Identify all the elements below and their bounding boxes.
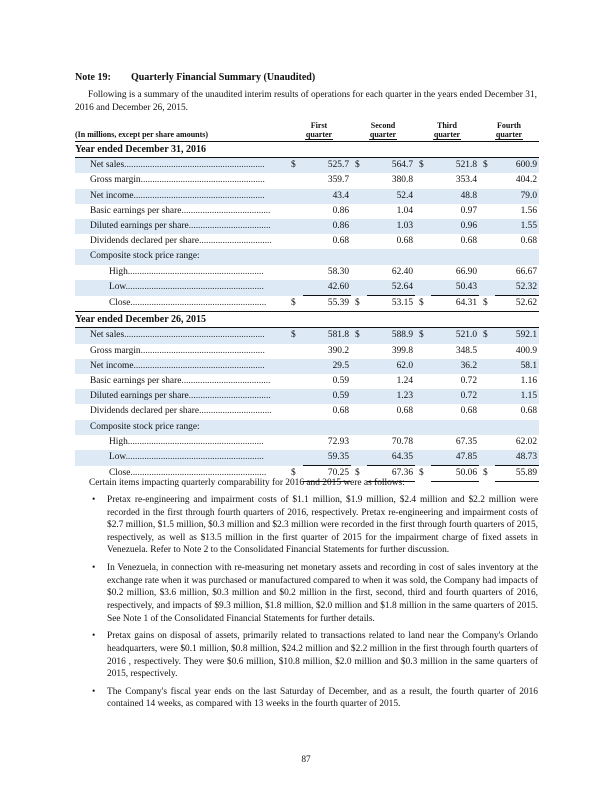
cell-value: 353.4 [455,175,477,186]
note-heading [75,72,315,83]
cell-value: 48.8 [431,189,479,204]
currency-symbol [351,234,367,249]
bullet-mark: • [92,495,96,505]
row-label-text: High [109,436,128,447]
row-label [75,435,287,450]
row-label [75,404,287,419]
row-label-text: Diluted earnings per share [90,221,189,232]
leader-dots: ............................................................ [124,330,265,341]
currency-symbol [479,189,495,204]
cell-value [431,420,479,435]
row-label [75,189,287,204]
bullet-list [92,494,538,716]
currency-symbol [479,435,495,450]
cell-value: 521.0 [431,328,479,344]
currency-symbol [351,280,367,296]
currency-symbol [351,173,367,188]
currency-symbol [287,389,303,404]
row-label [75,328,287,344]
table-row [75,435,539,450]
cell-value: 52.32 [495,280,539,296]
cell-value: 64.35 [367,450,415,466]
quarter-header [479,119,539,142]
currency-symbol [479,404,495,419]
quarter-header [351,119,415,142]
table-row [75,204,539,219]
bullet-text: In Venezuela, in connection with re-measuring net monetary assets and recording in cost of sales inventory at the exchange rate when it was purchased or manufactured compared to when it was sold, the Company had impacts of $0.2 million, $3.6 million, $0.3 million and $0.2 million in the first, second, third and fourth quarters of 2016, respectively, and impacts of $9.3 million, $1.8 million, $2.0 million and $1.8 million in the same quarters of 2015. See Note 1 of the Consolidated Financial Statements for further details. [107,563,538,624]
bullet-mark: • [92,563,96,574]
table-row [75,344,539,359]
currency-symbol [479,234,495,249]
cell-value: 1.03 [367,219,415,234]
cell-value: 581.8 [303,328,351,344]
cell-value: 52.62 [495,296,539,312]
currency-symbol [479,389,495,404]
cell-value [495,420,539,435]
row-label-text: Low [109,282,126,293]
currency-symbol [479,450,495,466]
cell-value: 0.68 [460,236,477,247]
currency-symbol [287,344,303,359]
cell-value: 50.43 [431,280,479,296]
quarter-header-text [433,130,461,140]
table-row [75,420,539,435]
cell-value: 62.02 [515,436,537,447]
cell-value: 1.04 [396,205,413,216]
leader-dots: ........................................................ [133,190,265,201]
currency-symbol [287,435,303,450]
section-header-row [75,142,539,158]
certain-items-intro: Certain items impacting quarterly comparability for 2016 and 2015 were as follows: [89,478,405,488]
currency-symbol [479,265,495,280]
row-label-text: Low [109,452,126,463]
quarter-header-line2: quarter [369,130,397,140]
page-number: 87 [301,755,311,765]
cell-value: 0.68 [520,236,537,247]
currency-symbol: $ [287,158,303,174]
note-number: Note 19: [75,72,111,83]
leader-dots: .......................................................... [130,468,267,479]
cell-value: 62.40 [391,266,413,277]
currency-symbol [351,450,367,466]
table-row [75,374,539,389]
row-label-text: Net income [90,190,134,201]
cell-value: 47.85 [431,450,479,466]
quarter-header-text [305,130,333,140]
cell-value [495,249,539,264]
row-label [75,389,287,404]
row-label-text: Net sales [90,160,125,171]
cell-value: 1.24 [396,376,413,387]
leader-dots: ............................................................ [124,160,265,171]
table-row [75,404,539,419]
row-label-text: Composite stock price range: [90,421,200,432]
currency-symbol [415,404,431,419]
cell-value: 0.72 [431,389,479,404]
bullet-item [92,494,538,557]
leader-dots: ..................................................... [140,345,265,356]
cell-value: 43.4 [303,189,351,204]
row-label [75,374,287,389]
currency-symbol [351,435,367,450]
row-label [75,158,287,174]
row-label-text: Close [109,297,131,308]
currency-symbol [287,359,303,374]
currency-symbol [287,404,303,419]
table-row [75,450,539,466]
currency-symbol [415,435,431,450]
cell-value: 390.2 [327,345,349,356]
cell-value: 62.0 [367,359,415,374]
cell-value: 0.96 [431,219,479,234]
currency-symbol [479,359,495,374]
cell-value: 70.78 [391,436,413,447]
currency-symbol [351,420,367,435]
currency-symbol [415,450,431,466]
cell-value: 399.8 [391,345,413,356]
quarter-header-line1: First [310,120,328,130]
currency-symbol [479,420,495,435]
table-row [75,265,539,280]
cell-value: 72.93 [327,436,349,447]
row-label [75,450,287,466]
row-label-text: Dividends declared per share [90,406,200,417]
cell-value: 1.55 [495,219,539,234]
cell-value: 0.68 [460,406,477,417]
row-label [75,296,287,312]
quarter-header-line1: Second [370,120,396,130]
cell-value: 53.15 [367,296,415,312]
currency-symbol [287,189,303,204]
table-row [75,189,539,204]
note-title: Quarterly Financial Summary (Unaudited) [131,72,316,83]
cell-value: 404.2 [515,175,537,186]
currency-symbol: $ [483,297,488,308]
row-label [75,204,287,219]
cell-value: 58.30 [327,266,349,277]
cell-value: 564.7 [367,158,415,174]
row-label [75,420,287,435]
bullet-mark: • [92,686,96,697]
currency-symbol [415,189,431,204]
currency-symbol: $ [479,158,495,174]
currency-symbol: $ [291,468,296,479]
cell-value: 55.39 [303,296,351,312]
table-row [75,249,539,264]
row-label [75,173,287,188]
currency-symbol [479,344,495,359]
currency-symbol [351,344,367,359]
cell-value: 0.68 [332,236,349,247]
currency-symbol: $ [351,158,367,174]
cell-value: 48.73 [495,450,539,466]
currency-symbol: $ [415,328,431,344]
currency-symbol: $ [355,468,360,479]
currency-symbol [287,204,303,219]
row-label-text: Close [109,468,131,479]
currency-symbol: $ [287,328,303,344]
leader-dots: ...................................... [181,205,271,216]
row-label [75,249,287,264]
table-row [75,389,539,404]
currency-symbol [287,249,303,264]
currency-symbol [287,234,303,249]
currency-symbol [415,173,431,188]
row-label-text: Gross margin [90,175,141,186]
row-label-text: Dividends declared per share [90,236,200,247]
table-row [75,328,539,344]
cell-value: 42.60 [303,280,351,296]
bullet-text: The Company's fiscal year ends on the last Saturday of December, and as a result, the fourth quarter of 2016 contained 14 weeks, as compared with 13 weeks in the fourth quarter of 2015. [107,686,538,710]
section-header-row [75,312,539,328]
section-title: Year ended December 26, 2015 [75,312,539,328]
cell-value: 67.36 [367,466,415,482]
currency-symbol [479,219,495,234]
leader-dots: ........................................................... [125,282,264,293]
table-row [75,296,539,312]
cell-value: 1.56 [520,205,537,216]
row-label [75,265,287,280]
currency-symbol [415,219,431,234]
cell-value: 1.16 [520,376,537,387]
leader-dots: .......................................................... [130,297,267,308]
table-row [75,219,539,234]
row-label [75,234,287,249]
currency-symbol [415,265,431,280]
currency-symbol [351,359,367,374]
cell-value: 0.68 [520,406,537,417]
bullet-text: Pretax re-engineering and impairment costs of $1.1 million, $1.9 million, $2.4 million and $2.2 million were recorded in the first through fourth quarters of 2016, respectively. Pretax re-engineering and impairment costs of $2.7 million, $1.5 million, $0.3 million and $2.3 million were recorded in the first through fourth quarters of 2015, respectively, as well as $13.5 million in the first quarter of 2015 for the impairment charge of fixed assets in Venezuela. Refer to Note 2 to the Consolidated Financial Statements for further discussion. [107,495,538,556]
cell-value: 359.7 [327,175,349,186]
quarter-header-line2: quarter [495,130,523,140]
currency-symbol [479,374,495,389]
table-row [75,359,539,374]
cell-value: 70.25 [303,466,351,482]
leader-dots: ...................................... [181,376,271,387]
currency-symbol [287,173,303,188]
cell-value: 0.68 [396,236,413,247]
currency-symbol [415,249,431,264]
cell-value: 525.7 [303,158,351,174]
row-label-text: Diluted earnings per share [90,391,189,402]
note-intro: Following is a summary of the unaudited interim results of operations for each quarter in the years ended December 31, 2016 and December 26, 2015. [75,90,537,113]
cell-value: 348.5 [455,345,477,356]
currency-symbol [415,359,431,374]
currency-symbol: $ [415,158,431,174]
cell-value [367,249,415,264]
currency-symbol [415,374,431,389]
currency-symbol [351,265,367,280]
cell-value: 592.1 [495,328,539,344]
cell-value: 0.68 [396,406,413,417]
row-label-text: Composite stock price range: [90,251,200,262]
bullet-item [92,686,538,711]
row-label-text: Basic earnings per share [90,205,182,216]
cell-value: 600.9 [495,158,539,174]
currency-symbol: $ [355,297,360,308]
leader-dots: .......................................................... [127,436,264,447]
currency-symbol [287,420,303,435]
row-label [75,280,287,296]
currency-symbol [479,173,495,188]
currency-symbol [351,374,367,389]
currency-symbol: $ [419,297,424,308]
quarter-header [415,119,479,142]
cell-value: 66.90 [455,266,477,277]
currency-symbol: $ [351,328,367,344]
cell-value: 55.89 [495,466,539,482]
units-label: (In millions, except per share amounts) [75,130,209,140]
row-label [75,359,287,374]
cell-value: 400.9 [515,345,537,356]
leader-dots: ................................... [188,221,271,232]
currency-symbol [287,280,303,296]
bullet-mark: • [92,631,96,642]
quarter-header [287,119,351,142]
cell-value: 380.8 [391,175,413,186]
currency-symbol [415,344,431,359]
cell-value: 52.4 [367,189,415,204]
cell-value [303,249,351,264]
table-row [75,158,539,174]
currency-symbol [351,249,367,264]
quarter-header-line2: quarter [305,130,333,140]
row-label [75,344,287,359]
currency-symbol [415,234,431,249]
row-label-text: Gross margin [90,345,141,356]
currency-symbol [415,420,431,435]
quarter-header-line1: Third [436,120,457,130]
row-label-text: Net income [90,360,134,371]
bullet-item [92,562,538,625]
cell-value: 1.23 [367,389,415,404]
leader-dots: ............................... [199,406,272,417]
cell-value: 79.0 [495,189,539,204]
currency-symbol [351,189,367,204]
cell-value: 58.1 [495,359,539,374]
currency-symbol [415,389,431,404]
currency-symbol: $ [483,468,488,479]
leader-dots: ................................... [188,391,271,402]
currency-symbol [287,374,303,389]
table-row [75,234,539,249]
currency-symbol [479,249,495,264]
table-row [75,173,539,188]
row-label-text: Basic earnings per share [90,376,182,387]
currency-symbol [479,280,495,296]
bullet-item [92,630,538,680]
currency-symbol [351,204,367,219]
cell-value: 0.68 [332,406,349,417]
currency-symbol [479,204,495,219]
currency-symbol: $ [479,328,495,344]
cell-value [367,420,415,435]
quarter-header-text [495,130,523,140]
leader-dots: ........................................................... [125,452,264,463]
cell-value: 0.59 [332,376,349,387]
currency-symbol [287,450,303,466]
row-label-text: High [109,266,128,277]
quarter-header-line2: quarter [433,130,461,140]
cell-value: 0.86 [332,205,349,216]
row-label [75,219,287,234]
currency-symbol [287,219,303,234]
currency-symbol: $ [291,297,296,308]
leader-dots: ........................................................ [133,360,265,371]
table-header-row [75,119,539,142]
currency-symbol [415,280,431,296]
leader-dots: ..................................................... [140,175,265,186]
cell-value: 0.59 [303,389,351,404]
currency-symbol [351,219,367,234]
cell-value: 36.2 [431,359,479,374]
leader-dots: ............................... [199,236,272,247]
cell-value: 521.8 [431,158,479,174]
cell-value [303,420,351,435]
currency-symbol [287,265,303,280]
currency-symbol [351,389,367,404]
cell-value: 588.9 [367,328,415,344]
cell-value: 50.06 [431,466,479,482]
cell-value: 67.35 [455,436,477,447]
cell-value: 0.86 [303,219,351,234]
bullet-text: Pretax gains on disposal of assets, primarily related to transactions related to land near the Company's Orlando headquarters, were $0.1 million, $0.8 million, $24.2 million and $2.2 million in the first through fourth quarters of 2016 , respectively. They were $0.6 million, $10.8 million, $2.0 million and $0.3 million in the same quarters of 2015, respectively. [107,631,538,680]
cell-value: 0.72 [460,376,477,387]
currency-symbol [351,404,367,419]
cell-value [431,249,479,264]
currency-symbol: $ [419,468,424,479]
cell-value: 64.31 [431,296,479,312]
quarter-header-text [369,130,397,140]
cell-value: 1.15 [495,389,539,404]
cell-value: 52.64 [367,280,415,296]
quarter-header-line1: Fourth [497,120,521,130]
cell-value: 29.5 [303,359,351,374]
table-row [75,280,539,296]
section-title: Year ended December 31, 2016 [75,142,539,158]
quarterly-summary-table [75,119,539,482]
cell-value: 66.67 [515,266,537,277]
currency-symbol [415,204,431,219]
cell-value: 59.35 [303,450,351,466]
row-label-text: Net sales [90,330,125,341]
leader-dots: .......................................................... [127,266,264,277]
cell-value: 0.97 [460,205,477,216]
